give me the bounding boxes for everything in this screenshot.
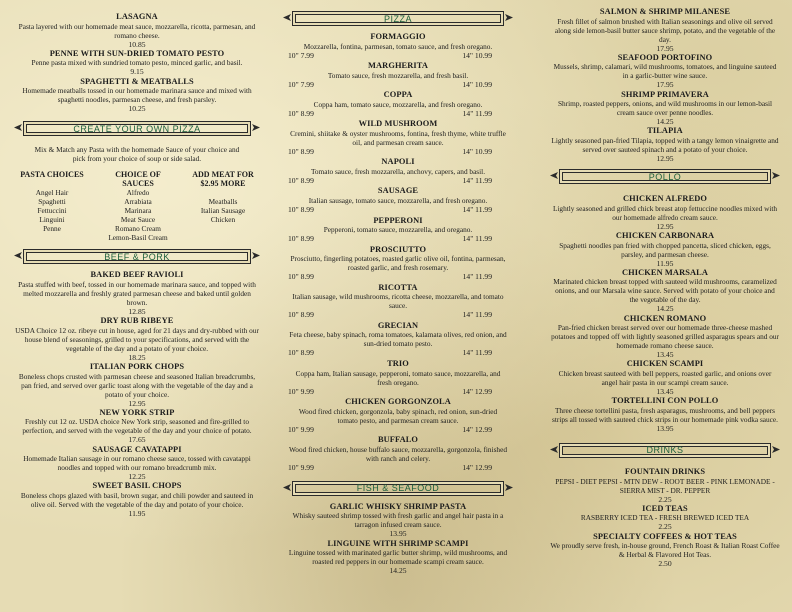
item-desc: Mozzarella, fontina, parmesan, tomato sauce, and fresh oregano. — [303, 41, 493, 51]
choice-item: Linguini — [39, 215, 65, 225]
choice-item: Italian Sausage — [200, 206, 246, 216]
item-desc: Pasta stuffed with beef, tossed in our homemade marinara sauce, and topped with melted mozzarella and freshly grated parmesan cheese and baked until golden brown. — [18, 279, 256, 307]
item-desc: Coppa ham, Italian sausage, pepperoni, tomato sauce, mozzarella, and fresh oregano. — [295, 368, 501, 387]
item-name: SPAGHETTI & MEATBALLS — [80, 76, 194, 86]
ornament-icon — [252, 252, 260, 259]
item-desc: We proudly serve fresh, in-house ground, French Roast & Italian Roast Coffee & Herbal & Flavored Hot Teas. — [550, 541, 780, 560]
item-price: 10.85 — [128, 39, 146, 49]
item-price: 17.95 — [656, 80, 674, 90]
item-desc: Pan-fried chicken breast served over our homemade three-cheese mashed potatoes and topped off with lightly seasoned grilled asparagus spears and our homemade romano cheese sauce. — [551, 323, 779, 351]
price-large: 14" 11.99 — [462, 205, 492, 215]
item-name: ICED TEAS — [642, 503, 688, 513]
item-desc: Homemade Italian sausage in our romano cheese sauce, tossed with cavatappi noodles and topped with our romano breadcrumb mix. — [23, 454, 251, 473]
choice-item: Lemon-Basil Cream — [108, 233, 168, 243]
menu-item — [550, 126, 780, 163]
pizza-item — [288, 186, 508, 214]
item-name: SEAFOOD PORTOFINO — [617, 52, 713, 62]
price-large: 14" 11.99 — [462, 175, 492, 185]
price-row — [288, 80, 508, 89]
item-name: TORTELLINI CON POLLO — [611, 396, 719, 406]
drinks-banner — [559, 443, 771, 458]
choice-item: Marinara — [124, 206, 152, 216]
right-column — [550, 0, 780, 568]
fish-seafood-banner — [292, 481, 504, 496]
menu-item — [14, 270, 260, 316]
pasta-choices — [16, 170, 88, 242]
meat-choices-title: ADD MEAT FOR $2.95 MORE — [192, 170, 254, 189]
choice-item: Fettuccini — [37, 206, 67, 216]
pizza-item — [288, 245, 508, 282]
item-desc: Marinated chicken breast topped with sauteed wild mushrooms, caramelized onions, and our Marsala wine sauce. Served with potato of your choice and the vegetable of the day. — [553, 277, 777, 305]
price-row — [288, 109, 508, 118]
item-desc: Cremini, shiitake & oyster mushrooms, fontina, fresh thyme, white truffle oil, and parmesan cream sauce. — [290, 128, 506, 147]
item-desc: Whisky sauteed shrimp tossed with fresh garlic and angel hair pasta in a tarragon infused cream sauce. — [292, 511, 504, 530]
price-small: 10" 7.99 — [288, 50, 314, 60]
left-column — [14, 0, 260, 518]
price-large: 14" 12.99 — [462, 424, 492, 434]
item-name: FORMAGGIO — [370, 32, 426, 41]
choice-item: Angel Hair — [35, 188, 69, 198]
item-price: 18.25 — [128, 352, 146, 362]
item-name: MARGHERITA — [368, 61, 428, 71]
item-price: 12.25 — [128, 472, 146, 482]
item-name: TRIO — [387, 358, 409, 368]
pizza-item — [288, 283, 508, 320]
item-desc: Chicken breast sauteed with bell peppers, roasted garlic, and onions over angel hair pasta in our scampi cream sauce. — [558, 368, 772, 387]
item-name: SWEET BASIL CHOPS — [92, 481, 182, 491]
item-name: SPECIALTY COFFEES & HOT TEAS — [593, 531, 737, 541]
item-name: CHICKEN MARSALA — [622, 267, 708, 277]
price-small: 10" 9.99 — [288, 424, 314, 434]
item-desc: Pepperoni, tomato sauce, mozzarella, and oregano. — [323, 225, 473, 235]
menu-item — [14, 49, 260, 77]
drinks-items — [550, 467, 780, 568]
choices-table — [14, 170, 260, 242]
menu-item — [550, 467, 780, 504]
item-desc: RASBERRY ICED TEA - FRESH BREWED ICED TEA — [580, 513, 750, 523]
item-desc: Wood fired chicken, gorgonzola, baby spinach, red onion, sun-dried tomato pesto, and parmesan cream sauce. — [298, 406, 498, 425]
item-desc: Mussels, shrimp, calamari, wild mushrooms, tomatoes, and linguine sauteed in a garlic-butter wine sauce. — [553, 62, 777, 81]
pizza-item — [288, 90, 508, 118]
item-name: NAPOLI — [381, 157, 415, 167]
pizza-item — [288, 359, 508, 396]
price-large: 14" 12.99 — [462, 386, 492, 396]
create-pizza-banner — [23, 121, 251, 136]
menu-item — [550, 53, 780, 90]
item-name: RICOTTA — [378, 282, 418, 292]
menu-item — [14, 77, 260, 114]
price-small: 10" 8.99 — [288, 205, 314, 215]
item-price: 12.95 — [656, 221, 674, 231]
fish-seafood-title: FISH & SEAFOOD — [356, 483, 440, 494]
price-large: 14" 11.99 — [462, 348, 492, 358]
item-price: 2.50 — [658, 559, 672, 569]
price-large: 14" 11.99 — [462, 234, 492, 244]
item-desc: Freshly cut 12 oz. USDA choice New York strip, seasoned and fire-grilled to perfection, and served with the vegetable of the day and your choice of potato. — [22, 417, 252, 436]
item-price: 17.65 — [128, 435, 146, 445]
item-desc: Boneless chops crusted with parmesan cheese and seasoned Italian breadcrumbs, pan fried, and served over garlic toast along with the vegetable of the day and a potato of your choice. — [18, 371, 256, 399]
item-name: CHICKEN ALFREDO — [622, 194, 708, 204]
item-name: TILAPIA — [647, 126, 683, 136]
menu-item — [550, 194, 780, 231]
ornament-icon — [550, 172, 558, 179]
item-name: CHICKEN CARBONARA — [615, 230, 715, 240]
price-small: 10" 8.99 — [288, 348, 314, 358]
item-name: NEW YORK STRIP — [99, 407, 175, 417]
item-name: SAUSAGE — [377, 186, 419, 196]
sauce-choices-title: CHOICE OF SAUCES — [115, 170, 161, 189]
item-desc: Fresh fillet of salmon brushed with Italian seasonings and olive oil served along side lemon-basil butter sauce shrimp, potato, and the vegetable of the day. — [554, 16, 776, 44]
meat-list — [188, 197, 258, 224]
item-price: 17.95 — [656, 43, 674, 53]
choice-item: Romano Cream — [114, 224, 161, 234]
item-desc: Shrimp, roasted peppers, onions, and wild mushrooms in our lemon-basil cream sauce over penne noodles. — [557, 99, 773, 118]
price-row — [288, 176, 508, 185]
price-large: 14" 10.99 — [462, 79, 492, 89]
item-name: GARLIC WHISKY SHRIMP PASTA — [329, 501, 467, 511]
item-price: 13.45 — [656, 350, 674, 360]
price-large: 14" 10.99 — [462, 146, 492, 156]
price-small: 10" 8.99 — [288, 175, 314, 185]
price-small: 10" 8.99 — [288, 310, 314, 320]
menu-item — [550, 90, 780, 127]
menu-item — [14, 408, 260, 445]
item-desc: Linguine tossed with marinated garlic butter shrimp, wild mushrooms, and roasted red peppers in our homemade scampi cream sauce. — [288, 548, 508, 567]
item-desc: Penne pasta mixed with sundried tomato pesto, minced garlic, and basil. — [31, 58, 243, 68]
price-row — [288, 348, 508, 357]
item-desc: Tomato sauce, fresh mozzarella, and fresh basil. — [327, 70, 469, 80]
ornament-icon — [772, 446, 780, 453]
item-price: 14.25 — [389, 566, 407, 576]
item-name: PENNE WITH SUN-DRIED TOMATO PESTO — [49, 48, 225, 58]
item-desc: Italian sausage, tomato sauce, mozzarella, and fresh oregano. — [308, 196, 488, 206]
menu-item — [550, 314, 780, 360]
menu-item — [550, 7, 780, 53]
ornament-icon — [252, 124, 260, 131]
beef-pork-title: BEEF & PORK — [104, 251, 170, 262]
item-price: 9.15 — [130, 67, 144, 77]
choice-item: Spaghetti — [38, 197, 66, 207]
item-name: LINGUINE WITH SHRIMP SCAMPI — [327, 538, 469, 548]
item-name: SHRIMP PRIMAVERA — [621, 89, 709, 99]
item-desc: PEPSI - DIET PEPSI - MTN DEW - ROOT BEER - PINK LEMONADE - SIERRA MIST - DR. PEPPER — [555, 476, 775, 495]
create-pizza-title: CREATE YOUR OWN PIZZA — [73, 123, 201, 134]
item-name: GRECIAN — [377, 320, 419, 330]
item-price: 11.95 — [128, 508, 146, 518]
menu-item — [14, 481, 260, 518]
price-row — [288, 147, 508, 156]
pizza-item — [288, 216, 508, 244]
item-name: DRY RUB RIBEYE — [100, 316, 174, 326]
price-row — [288, 51, 508, 60]
pasta-list — [16, 188, 88, 233]
pizza-item — [288, 321, 508, 358]
choice-item: Alfredo — [126, 188, 150, 198]
ornament-icon — [14, 252, 22, 259]
pizza-item — [288, 435, 508, 472]
sauce-list — [108, 188, 168, 242]
price-small: 10" 8.99 — [288, 108, 314, 118]
beef-pork-banner — [23, 249, 251, 264]
ornament-icon — [772, 172, 780, 179]
pizza-item — [288, 32, 508, 60]
ornament-icon — [505, 14, 513, 21]
item-name: ITALIAN PORK CHOPS — [89, 361, 185, 371]
item-price: 12.95 — [128, 398, 146, 408]
menu-item — [550, 532, 780, 569]
item-name: COPPA — [383, 90, 413, 100]
item-name: CHICKEN ROMANO — [623, 313, 707, 323]
item-name: LASAGNA — [116, 12, 158, 21]
item-desc: Three cheese tortellini pasta, fresh asparagus, mushrooms, and bell peppers strips all tossed with sauteed chick strips in our homemade pink vodka sauce. — [552, 405, 778, 424]
pizza-item — [288, 157, 508, 185]
item-desc: Boneless chops glazed with basil, brown sugar, and chili powder and sauteed in olive oil. Served with the vegetable of the day and potato of your choice. — [20, 490, 254, 509]
item-desc: Prosciutto, fingerling potatoes, roasted garlic olive oil, fontina, parmesan, roasted garlic, and fresh rosemary. — [290, 254, 506, 273]
price-row — [288, 310, 508, 319]
ornament-icon — [283, 484, 291, 491]
item-desc: Tomato sauce, fresh mozzarella, anchovy, capers, and basil. — [310, 166, 486, 176]
item-name: CHICKEN SCAMPI — [626, 359, 704, 369]
item-price: 11.95 — [656, 258, 674, 268]
item-desc: Lightly seasoned pan-fried Tilapia, topped with a tangy lemon vinaigrette and served over sauteed spinach and a potato of your choice. — [551, 135, 779, 154]
pizza-title: PIZZA — [383, 13, 412, 24]
price-small: 10" 7.99 — [288, 79, 314, 89]
item-desc: Lightly seasoned and grilled chick breast atop fettuccine noodles mixed with our homemade alfredo cream sauce. — [552, 203, 778, 222]
fish-items — [288, 502, 508, 576]
price-small: 10" 8.99 — [288, 234, 314, 244]
item-name: SALMON & SHRIMP MILANESE — [599, 7, 731, 16]
pasta-choices-title: PASTA CHOICES — [20, 170, 84, 180]
menu-item — [550, 396, 780, 433]
item-desc: Spaghetti noodles pan fried with chopped pancetta, sliced chicken, eggs, parsley, and parmesan cheese. — [559, 240, 771, 259]
menu-item — [14, 316, 260, 362]
item-price: 10.25 — [128, 104, 146, 114]
price-row — [288, 425, 508, 434]
item-desc: Feta cheese, baby spinach, roma tomatoes, kalamata olives, red onion, and sun-dried tomato pesto. — [289, 330, 507, 349]
item-price: 2.25 — [658, 494, 672, 504]
item-name: BUFFALO — [377, 435, 419, 445]
item-name: PEPPERONI — [373, 215, 423, 225]
item-price: 13.45 — [656, 386, 674, 396]
price-small: 10" 8.99 — [288, 146, 314, 156]
menu-item — [550, 359, 780, 396]
menu-item — [288, 539, 508, 576]
middle-column — [288, 0, 508, 575]
item-price: 14.25 — [656, 304, 674, 314]
item-price: 13.95 — [389, 529, 407, 539]
seafood-items — [550, 7, 780, 163]
item-name: WILD MUSHROOM — [358, 119, 438, 129]
item-desc: Pasta layered with our homemade meat sauce, mozzarella, ricotta, parmesan, and romano cheese. — [18, 21, 256, 40]
create-pizza-desc: Mix & Match any Pasta with the homemade Sauce of your choice and pick from your choice of soup or side salad. — [34, 145, 240, 164]
choice-item: Arrabiata — [124, 197, 152, 207]
pizza-item — [288, 397, 508, 434]
price-small: 10" 9.99 — [288, 386, 314, 396]
item-price: 12.95 — [656, 153, 674, 163]
menu-item — [14, 445, 260, 482]
choice-item: Chicken — [210, 215, 236, 225]
price-large: 14" 12.99 — [462, 462, 492, 472]
item-name: BAKED BEEF RAVIOLI — [90, 270, 184, 280]
meat-choices — [188, 170, 258, 242]
choice-item: Meatballs — [208, 197, 238, 207]
item-price: 14.25 — [656, 117, 674, 127]
price-large: 14" 11.99 — [462, 108, 492, 118]
item-desc: Wood fired chicken, house buffalo sauce, mozzarella, gorgonzola, finished with ranch and celery. — [289, 444, 507, 463]
item-desc: Homemade meatballs tossed in our homemade marinara sauce and mixed with spaghetti noodles, parmesan cheese, and fresh parsley. — [22, 86, 252, 105]
item-name: PROSCIUTTO — [369, 244, 427, 254]
menu-item — [550, 231, 780, 268]
price-row — [288, 272, 508, 281]
menu-item — [288, 502, 508, 539]
item-name: SAUSAGE CAVATAPPI — [92, 444, 182, 454]
choice-item: Penne — [43, 224, 61, 234]
price-row — [288, 234, 508, 243]
pollo-banner — [559, 169, 771, 184]
price-row — [288, 205, 508, 214]
item-desc: Italian sausage, wild mushrooms, ricotta cheese, mozzarella, and tomato sauce. — [292, 292, 504, 311]
pollo-title: POLLO — [648, 171, 682, 182]
item-name: FOUNTAIN DRINKS — [624, 466, 706, 476]
choice-item: Meat Sauce — [120, 215, 156, 225]
item-name: CHICKEN GORGONZOLA — [345, 397, 451, 407]
price-large: 14" 11.99 — [462, 310, 492, 320]
sauce-choices — [108, 170, 168, 242]
price-small: 10" 9.99 — [288, 462, 314, 472]
ornament-icon — [505, 484, 513, 491]
menu-item — [550, 504, 780, 532]
price-small: 10" 8.99 — [288, 272, 314, 282]
ornament-icon — [14, 124, 22, 131]
item-desc: Coppa ham, tomato sauce, mozzarella, and fresh oregano. — [313, 99, 483, 109]
item-price: 13.95 — [656, 423, 674, 433]
pollo-items — [550, 194, 780, 433]
price-large: 14" 11.99 — [462, 272, 492, 282]
pizza-banner — [292, 11, 504, 26]
pizza-items — [288, 32, 508, 472]
beef-items — [14, 270, 260, 518]
price-row — [288, 463, 508, 472]
pizza-item — [288, 119, 508, 156]
ornament-icon — [550, 446, 558, 453]
menu-item — [14, 362, 260, 408]
menu-item — [550, 268, 780, 314]
pasta-items — [14, 12, 260, 113]
item-price: 2.25 — [658, 522, 672, 532]
item-desc: USDA Choice 12 oz. ribeye cut in house, aged for 21 days and dry-rubbed with our house blend of seasonings, grilled to your specifications, and served with the vegetable of the day and a potato of your choice. — [15, 325, 259, 353]
menu-item — [14, 12, 260, 49]
drinks-title: DRINKS — [646, 445, 684, 456]
price-row — [288, 387, 508, 396]
price-large: 14" 10.99 — [462, 50, 492, 60]
ornament-icon — [283, 14, 291, 21]
item-price: 12.85 — [128, 306, 146, 316]
pizza-item — [288, 61, 508, 89]
